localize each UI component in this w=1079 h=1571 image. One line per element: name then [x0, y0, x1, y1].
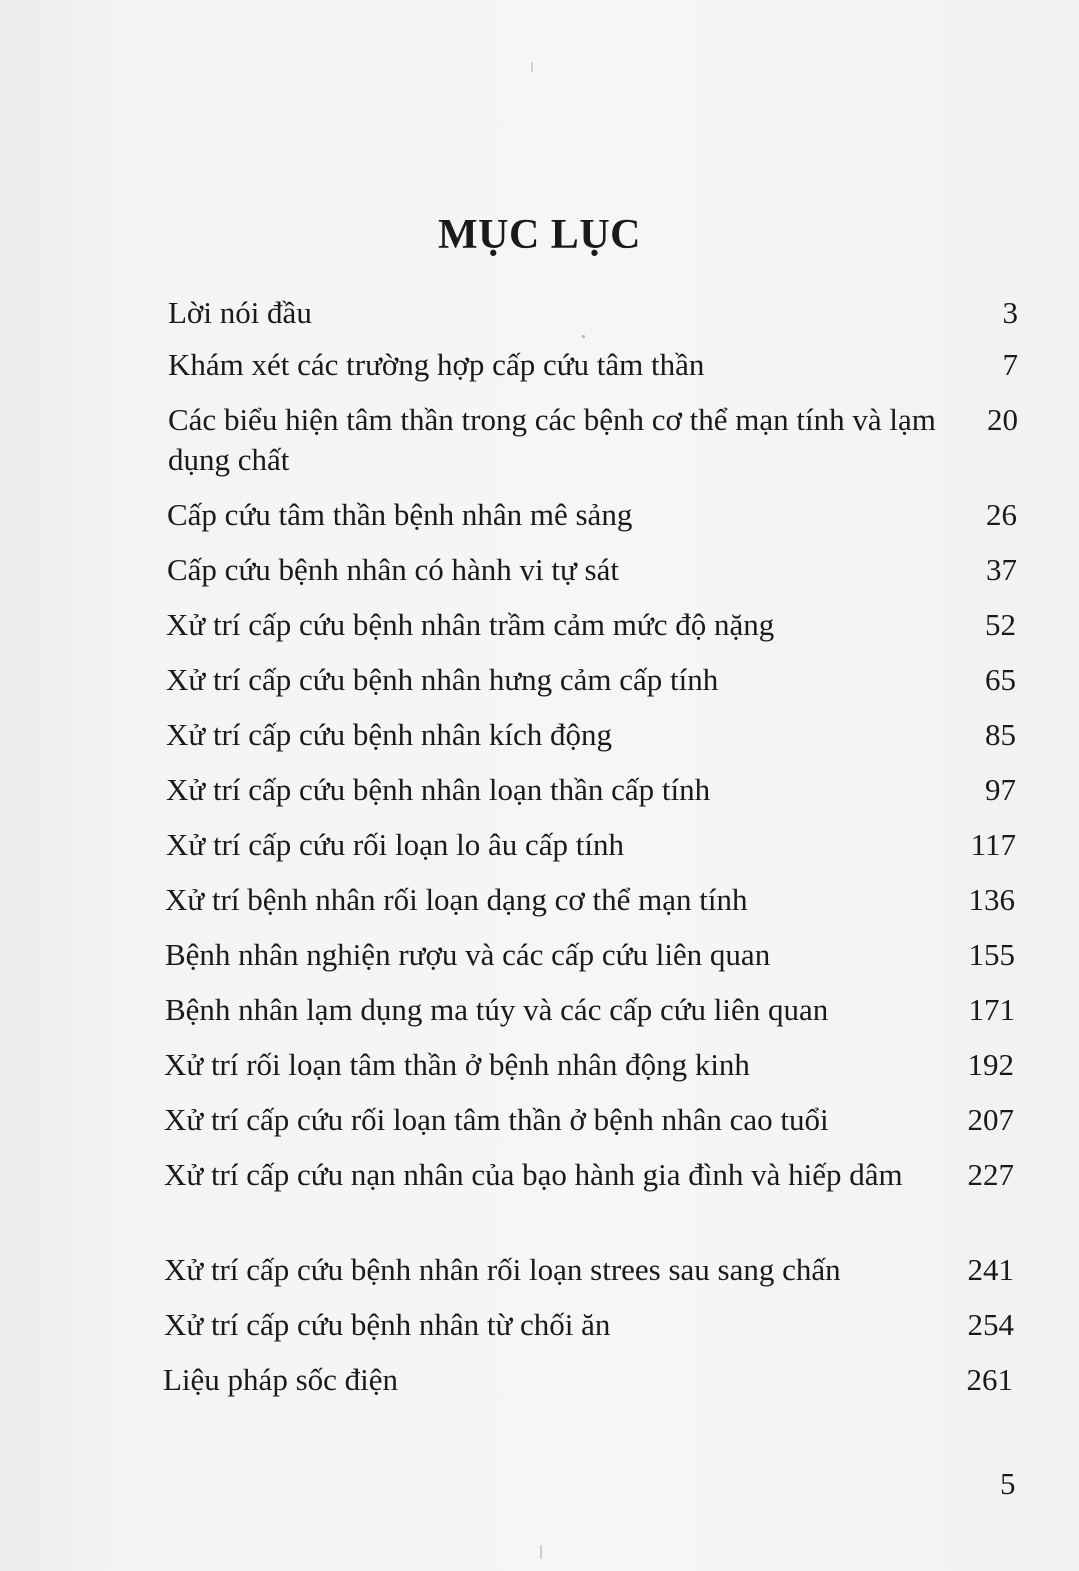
- toc-entry: [166, 715, 1016, 755]
- toc-entry-title: Xử trí cấp cứu bệnh nhân rối loạn strees sau sang chấn: [164, 1252, 841, 1287]
- toc-entry: [168, 400, 1018, 480]
- toc-entry-page: 52: [985, 607, 1016, 642]
- toc-entry-page: 85: [985, 717, 1016, 752]
- toc-entry-title: Bệnh nhân lạm dụng ma túy và các cấp cứu liên quan: [165, 992, 829, 1027]
- toc-entry: [166, 770, 1016, 810]
- toc-entry-page: 241: [967, 1252, 1014, 1287]
- toc-entry-title: Xử trí rối loạn tâm thần ở bệnh nhân động kinh: [164, 1047, 750, 1082]
- toc-entry-page: 37: [986, 552, 1017, 587]
- toc-entry-title: Xử trí cấp cứu bệnh nhân từ chối ăn: [164, 1307, 611, 1342]
- toc-entry: [165, 935, 1015, 975]
- toc-entry: [164, 1155, 1014, 1195]
- toc-entry-title: Xử trí cấp cứu bệnh nhân loạn thần cấp tính: [166, 772, 711, 807]
- toc-entry-title: Xử trí cấp cứu rối loạn tâm thần ở bệnh nhân cao tuổi: [164, 1102, 829, 1137]
- toc-entry: [165, 990, 1015, 1030]
- toc-entry-page: 26: [986, 497, 1017, 532]
- toc-entry-page: 20: [987, 402, 1018, 437]
- page-title: MỤC LỤC: [438, 212, 641, 259]
- toc-entry-page: 136: [968, 882, 1015, 917]
- toc-entry-title: Xử trí cấp cứu bệnh nhân trầm cảm mức độ nặng: [166, 607, 775, 642]
- toc-entry: [166, 825, 1016, 865]
- toc-entry: [163, 1360, 1013, 1400]
- toc-entry: [164, 1250, 1014, 1290]
- toc-entry-title: Cấp cứu bệnh nhân có hành vi tự sát: [167, 552, 619, 587]
- page-number: 5: [1000, 1466, 1016, 1501]
- toc-entry-page: 3: [1002, 295, 1018, 330]
- toc-entry-title: Xử trí cấp cứu nạn nhân của bạo hành gia đình và hiếp dâm: [164, 1157, 903, 1192]
- toc-entry-title: Xử trí cấp cứu bệnh nhân kích động: [166, 717, 612, 752]
- toc-entry: [168, 293, 1018, 333]
- toc-entry: [164, 1305, 1014, 1345]
- toc-entry-title: Xử trí cấp cứu bệnh nhân hưng cảm cấp tính: [166, 662, 719, 697]
- toc-entry-page: 192: [967, 1047, 1014, 1082]
- toc-entry: [166, 605, 1016, 645]
- toc-entry-page: 261: [966, 1362, 1013, 1397]
- toc-entry-page: 7: [1002, 347, 1018, 382]
- toc-entry-page: 117: [970, 827, 1016, 862]
- toc-entry: [167, 495, 1017, 535]
- toc-entry-page: 227: [967, 1157, 1014, 1192]
- toc-entry-title: Lời nói đầu: [168, 295, 312, 330]
- toc-entry-title: Các biểu hiện tâm thần trong các bệnh cơ thể mạn tính và lạm dụng chất: [168, 402, 936, 477]
- toc-entry: [166, 660, 1016, 700]
- toc-entry-page: 65: [985, 662, 1016, 697]
- toc-entry: [164, 1045, 1014, 1085]
- toc-entry-page: 207: [967, 1102, 1014, 1137]
- toc-entry-title: Liệu pháp sốc điện: [163, 1362, 399, 1397]
- toc-entry-page: 254: [967, 1307, 1014, 1342]
- toc-entry: [168, 345, 1018, 385]
- toc-entry-title: Xử trí bệnh nhân rối loạn dạng cơ thể mạn tính: [165, 882, 748, 917]
- toc-entry-page: 97: [985, 772, 1016, 807]
- toc-entry: [167, 550, 1017, 590]
- toc-entry-title: Cấp cứu tâm thần bệnh nhân mê sảng: [167, 497, 633, 532]
- toc-entry-title: Xử trí cấp cứu rối loạn lo âu cấp tính: [166, 827, 624, 862]
- toc-entry-page: 171: [968, 992, 1015, 1027]
- toc-entry-page: 155: [968, 937, 1015, 972]
- toc-entry-title: Bệnh nhân nghiện rượu và các cấp cứu liên quan: [165, 937, 771, 972]
- toc-entry: [165, 880, 1015, 920]
- toc-entry-title: Khám xét các trường hợp cấp cứu tâm thần: [168, 347, 705, 382]
- toc-entry: [164, 1100, 1014, 1140]
